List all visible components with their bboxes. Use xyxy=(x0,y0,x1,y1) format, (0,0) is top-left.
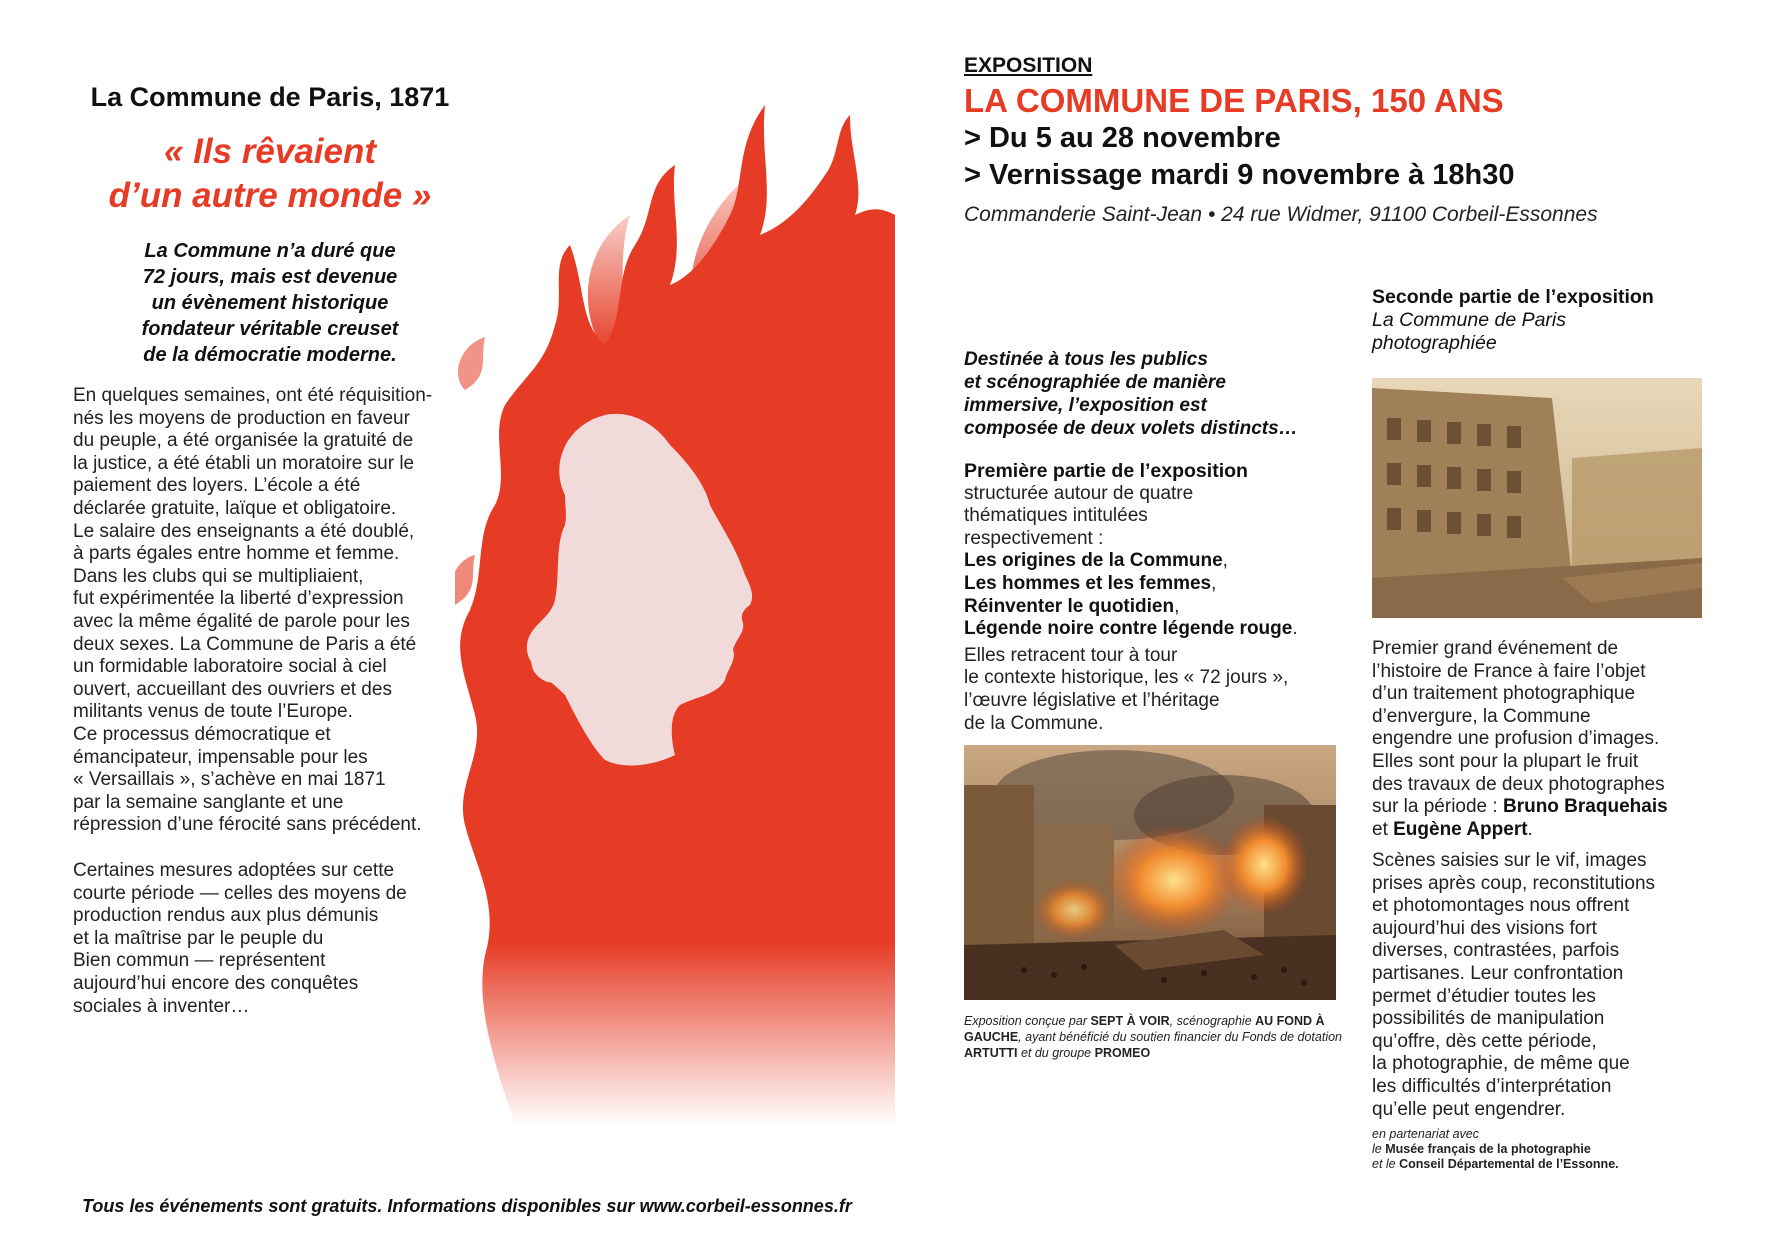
flame-silhouette-illustration xyxy=(455,105,895,1125)
flame-ember xyxy=(458,337,485,390)
body-line: d’un traitement photographique xyxy=(1372,683,1636,705)
body-line: paiement des loyers. L’école a été xyxy=(73,475,361,497)
body-line: Bien commun — représentent xyxy=(73,950,326,972)
body-line: Elles retracent tour à tour xyxy=(964,644,1178,666)
part-two-heading xyxy=(1372,286,1654,355)
intro-line: de la démocratie moderne. xyxy=(143,344,397,366)
body-line: et photomontages nous offrent xyxy=(1372,895,1630,917)
body-line: répression d’une férocité sans précédent. xyxy=(73,814,422,836)
intro-line: et scénographiée de manière xyxy=(964,372,1226,393)
body-line: aujourd’hui encore des conquêtes xyxy=(73,972,359,994)
body-line: qu’elle peut engendrer. xyxy=(1372,1098,1566,1120)
part-two-body xyxy=(1372,638,1712,841)
exhibition-credits: Exposition conçue par SEPT À VOIR, scénographie AU FOND À GAUCHE, ayant bénéficié du soutien financier du Fonds de dotation ARTUTTI et du groupe PROMEO xyxy=(964,1014,1343,1060)
body-line: structurée autour de quatre xyxy=(964,482,1194,504)
part-two-subtitle: photographiée xyxy=(1372,332,1497,354)
body-line: et Eugène Appert. xyxy=(1372,818,1533,840)
body-line: thématiques intitulées xyxy=(964,505,1148,527)
burning-paris-painting xyxy=(964,745,1336,1000)
body-line: nés les moyens de production en faveur xyxy=(73,407,410,429)
part-two-body-continued xyxy=(1372,850,1712,1121)
body-line: fut expérimentée la liberté d’expression xyxy=(73,588,404,610)
body-line: En quelques semaines, ont été réquisition- xyxy=(73,385,433,406)
body-line: les difficultés d’interprétation xyxy=(1372,1075,1612,1097)
body-line: avec la même égalité de parole pour les xyxy=(73,610,410,632)
body-line: le contexte historique, les « 72 jours », xyxy=(964,667,1289,689)
intro-line: La Commune n’a duré que xyxy=(144,240,396,262)
part-two-title: Seconde partie de l’exposition xyxy=(1372,286,1654,308)
body-line: « Versaillais », s’achève en mai 1871 xyxy=(73,769,386,791)
body-line: un formidable laboratoire social à ciel xyxy=(73,656,387,678)
body-line: production rendus aux plus démunis xyxy=(73,905,379,927)
body-line: Scènes saisies sur le vif, images xyxy=(1372,850,1647,871)
quote-heading xyxy=(70,130,470,218)
body-line: militants venus de toute l’Europe. xyxy=(73,701,353,723)
body-line: diverses, contrastées, parfois xyxy=(1372,940,1620,962)
intro-line: un évènement historique xyxy=(151,292,389,314)
body-line: prises après coup, reconstitutions xyxy=(1372,872,1656,894)
body-line: qu’offre, dès cette période, xyxy=(1372,1030,1597,1052)
intro-line: composée de deux volets distincts… xyxy=(964,418,1298,439)
body-line: Certaines mesures adoptées sur cette xyxy=(73,860,395,881)
exposition-kicker: EXPOSITION xyxy=(964,54,1093,77)
body-line: à parts égales entre homme et femme. xyxy=(73,543,400,565)
left-intro xyxy=(70,238,470,368)
body-line: Ce processus démocratique et xyxy=(73,723,331,745)
body-line: par la semaine sanglante et une xyxy=(73,791,344,813)
left-body-conclusion xyxy=(73,860,463,1018)
body-line: Premier grand événement de xyxy=(1372,638,1619,659)
body-line: du peuple, a été organisée la gratuité de xyxy=(73,430,414,452)
partners-credit: en partenariat avec le Musée français de la photographie et le Conseil Départemental de l’Essonne. xyxy=(1372,1127,1619,1171)
exhibition-dates: > Du 5 au 28 novembre xyxy=(964,122,1281,154)
ruined-building-photograph xyxy=(1372,378,1702,618)
part-one-heading: Première partie de l’exposition xyxy=(964,460,1248,482)
body-line: sociales à inventer… xyxy=(73,995,250,1017)
body-line: de la Commune. xyxy=(964,712,1104,734)
body-line: des travaux de deux photographes xyxy=(1372,773,1665,795)
body-line: Elles sont pour la plupart le fruit xyxy=(1372,750,1639,772)
theme-item: Légende noire contre légende rouge. xyxy=(964,618,1298,640)
body-line: aujourd’hui des visions fort xyxy=(1372,917,1597,939)
exhibition-intro xyxy=(964,348,1298,440)
body-line: la photographie, de même que xyxy=(1372,1053,1630,1075)
body-line: permet d’étudier toutes les xyxy=(1372,985,1596,1007)
body-line: l’œuvre législative et l’héritage xyxy=(964,689,1220,711)
body-line: l’histoire de France à faire l’objet xyxy=(1372,660,1646,682)
body-line: Dans les clubs qui se multipliaient, xyxy=(73,565,364,587)
intro-line: fondateur véritable creuset xyxy=(141,318,399,340)
body-line: et la maîtrise par le peuple du xyxy=(73,927,324,949)
body-line: respectivement : xyxy=(964,527,1104,549)
quote-line: d’un autre monde » xyxy=(108,176,432,215)
body-line: engendre une profusion d’images. xyxy=(1372,728,1660,750)
body-line: déclarée gratuite, laïque et obligatoire. xyxy=(73,497,397,519)
vernissage-date: > Vernissage mardi 9 novembre à 18h30 xyxy=(964,159,1515,191)
part-two-subtitle: La Commune de Paris xyxy=(1372,309,1567,331)
body-line: courte période — celles des moyens de xyxy=(73,882,407,904)
footer-info: Tous les événements sont gratuits. Informations disponibles sur www.corbeil-essonnes.fr xyxy=(82,1196,852,1216)
body-line: possibilités de manipulation xyxy=(1372,1008,1605,1030)
theme-item: Réinventer le quotidien, xyxy=(964,595,1180,617)
intro-line: 72 jours, mais est devenue xyxy=(142,266,398,288)
body-line: émancipateur, impensable pour les xyxy=(73,746,368,768)
body-line: la justice, a été établi un moratoire sur le xyxy=(73,452,415,474)
body-line: Le salaire des enseignants a été doublé, xyxy=(73,520,415,542)
intro-line: Destinée à tous les publics xyxy=(964,349,1208,370)
body-line: sur la période : Bruno Braquehais xyxy=(1372,796,1668,818)
venue-address: Commanderie Saint-Jean • 24 rue Widmer, 91100 Corbeil-Essonnes xyxy=(964,203,1598,226)
exposition-title: LA COMMUNE DE PARIS, 150 ANS xyxy=(964,82,1504,119)
body-line: ouvert, accueillant des ouvriers et des xyxy=(73,678,392,700)
theme-item: Les hommes et les femmes, xyxy=(964,572,1217,594)
left-body xyxy=(73,385,463,837)
quote-line: « Ils rêvaient xyxy=(163,132,377,171)
part-one-section xyxy=(964,460,1364,735)
body-line: d’envergure, la Commune xyxy=(1372,705,1591,727)
flame-ember xyxy=(455,555,475,605)
theme-item: Les origines de la Commune, xyxy=(964,550,1228,572)
intro-line: immersive, l’exposition est xyxy=(964,395,1207,416)
left-title: La Commune de Paris, 1871 xyxy=(90,82,450,112)
body-line: deux sexes. La Commune de Paris a été xyxy=(73,633,417,655)
body-line: partisanes. Leur confrontation xyxy=(1372,962,1624,984)
